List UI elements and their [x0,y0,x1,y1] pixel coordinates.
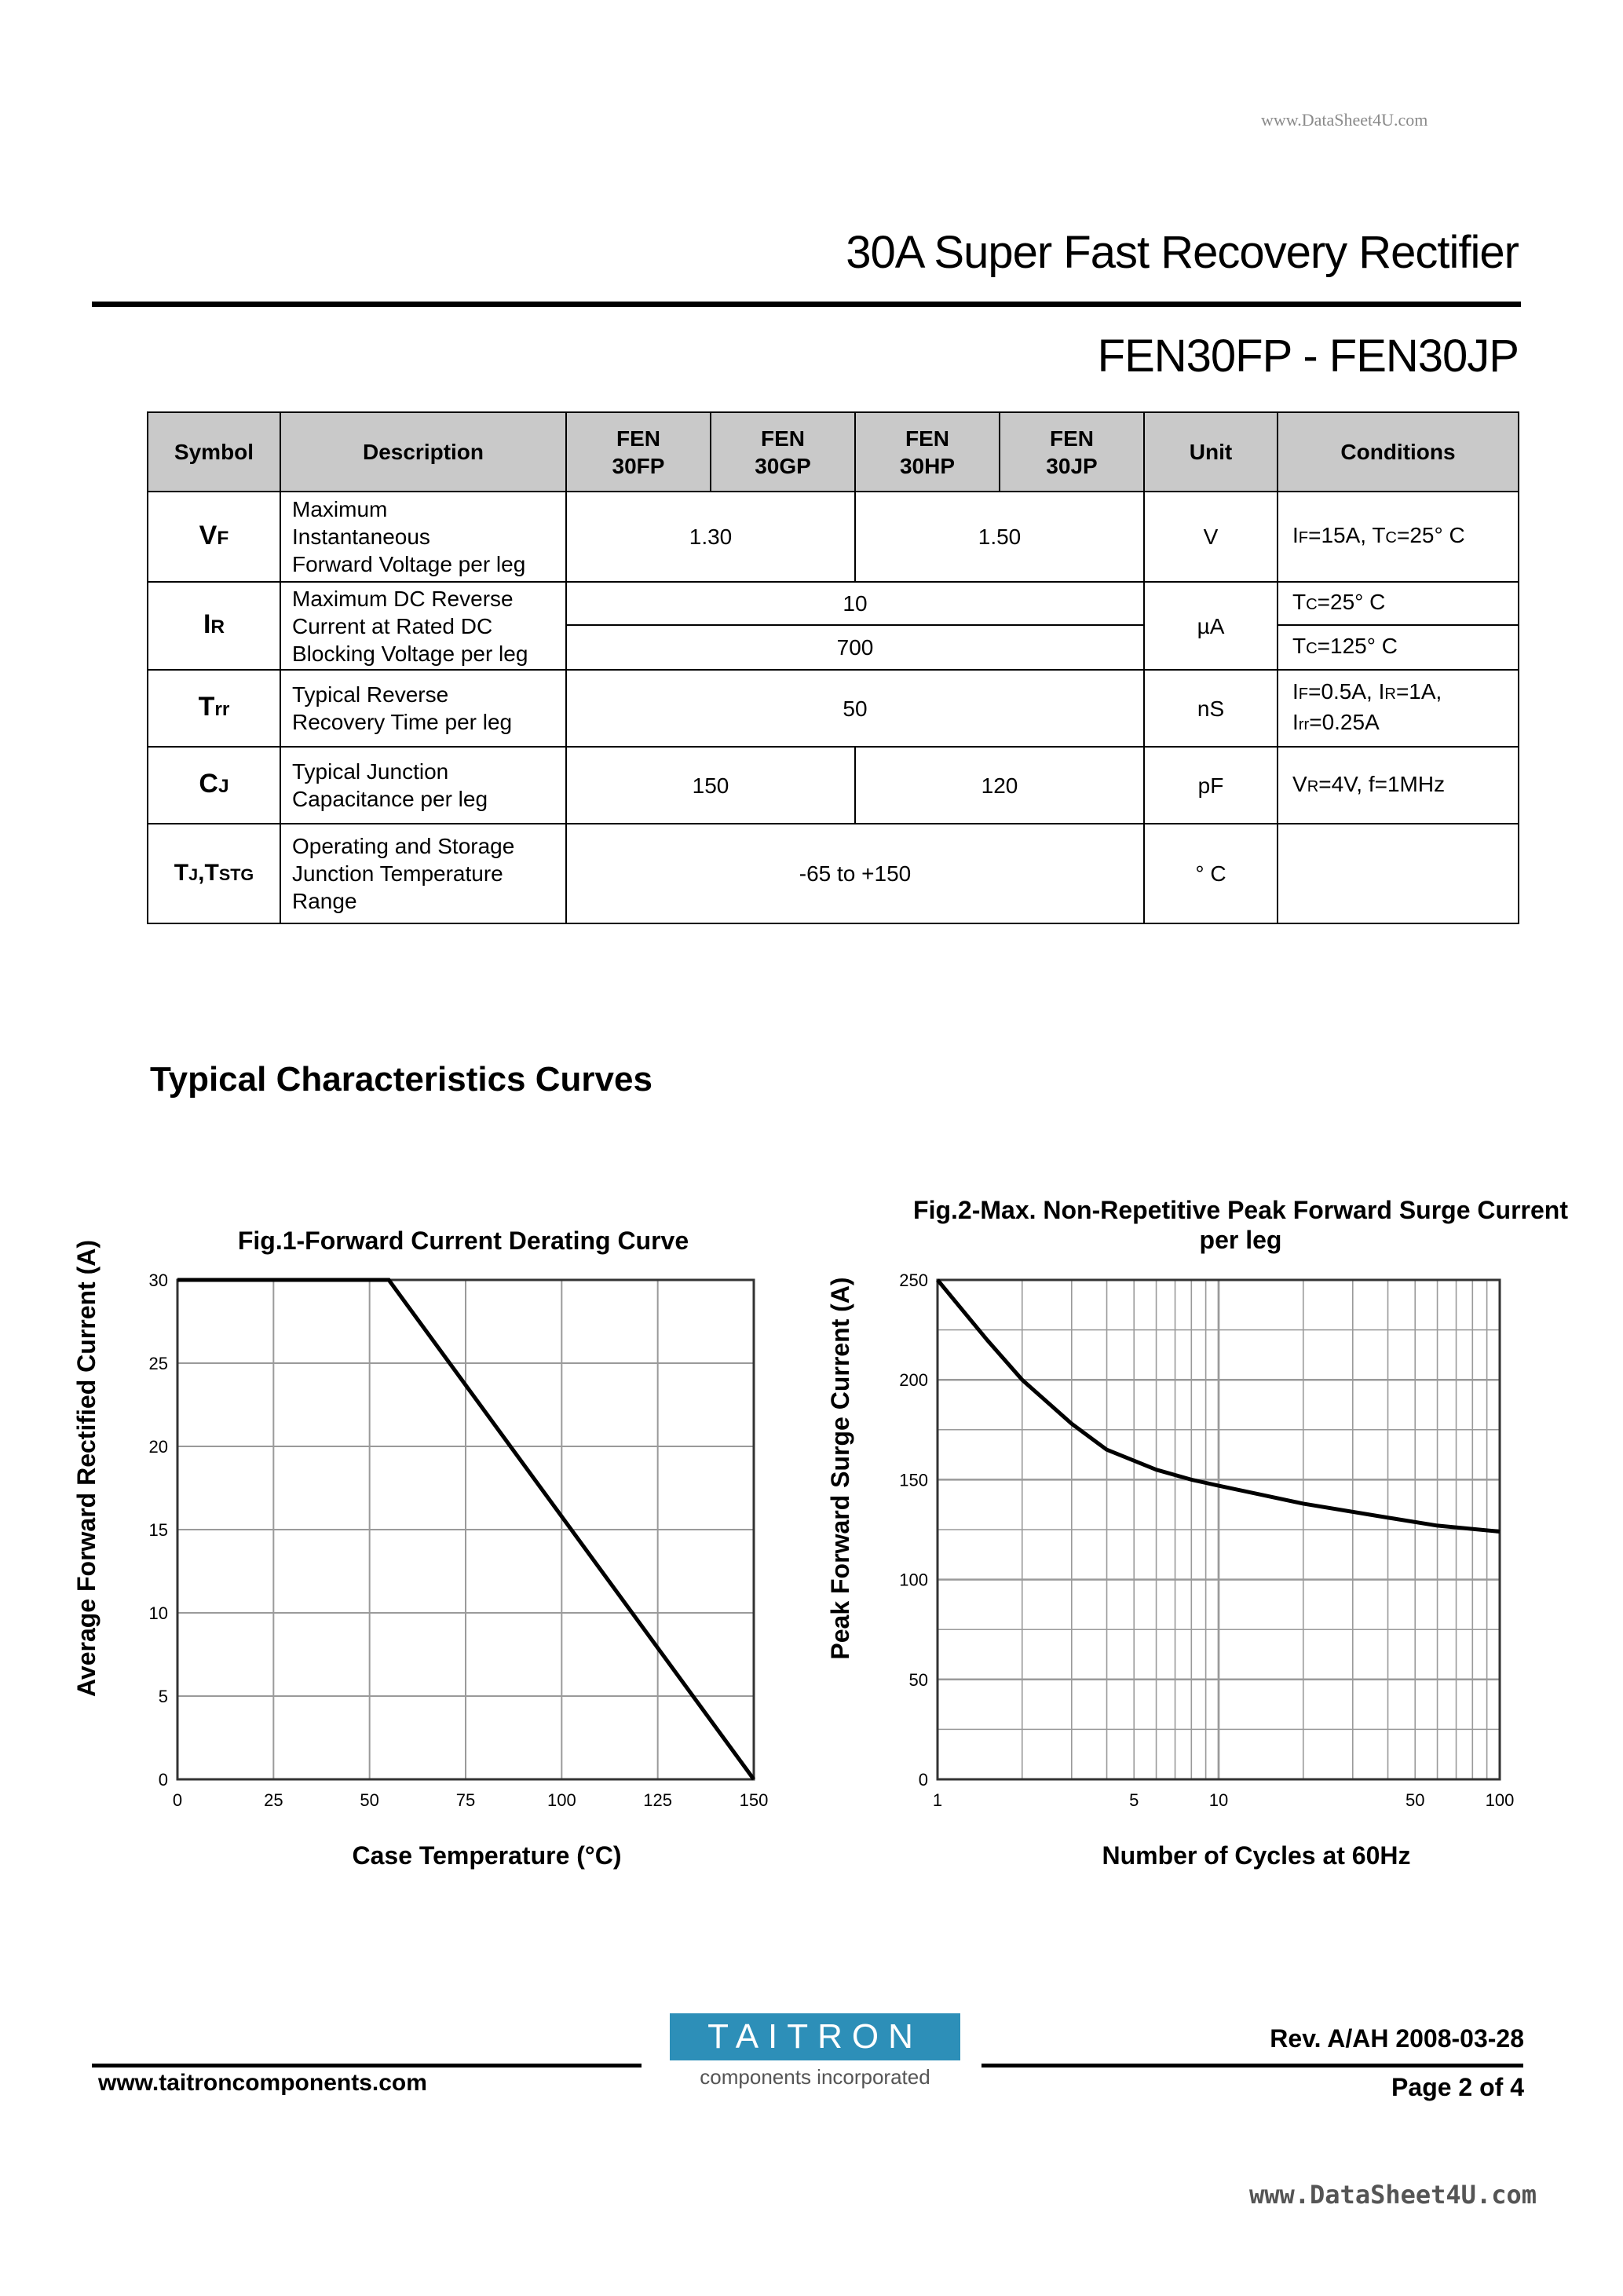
watermark-bottom: www.DataSheet4U.com [1248,2180,1537,2210]
fig2-x-tick-label: 50 [1405,1790,1425,1810]
description-ir: Maximum DC Reverse Current at Rated DC Blocking Voltage per leg [280,582,566,670]
symbol-tj-tstg: TJ,TSTG [148,824,280,923]
fig2-y-tick-label: 100 [899,1570,928,1590]
fig1-y-tick-label: 20 [148,1437,168,1457]
table-row-tj [148,824,1519,923]
fig2-x-tick-label: 5 [1129,1790,1139,1810]
fig2-title: Fig.2-Max. Non-Repetitive Peak Forward Surge Current per leg [913,1196,1568,1254]
fig2-x-tick-label: 100 [1485,1790,1515,1810]
conditions-cj: VR=4V, f=1MHz [1278,747,1519,824]
header-fen30jp: FEN 30JP [1000,412,1144,492]
fig2-chart [895,1256,1555,1837]
fig2-y-tick-label: 0 [918,1770,928,1790]
header-conditions: Conditions [1278,412,1519,492]
taitron-logo: TAITRON [670,2013,960,2060]
fig1-x-tick-label: 50 [360,1790,379,1810]
header-symbol: Symbol [148,412,280,492]
fig2-y-tick-label: 50 [908,1669,928,1690]
value-tj: -65 to +150 [566,824,1144,923]
symbol-cj: CJ [148,747,280,824]
unit-trr: nS [1144,670,1278,747]
website-link[interactable]: www.taitroncomponents.com [98,2070,427,2096]
conditions-tj [1278,824,1519,923]
fig1-y-tick-label: 10 [148,1603,168,1623]
header-description: Description [280,412,566,492]
fig1-x-tick-label: 0 [172,1790,183,1810]
fig2-y-tick-label: 200 [899,1370,928,1391]
title-rule [92,302,1521,307]
spec-table [147,411,1519,924]
conditions-ir-125c: TC=125° C [1278,625,1519,670]
value-cj-fp-gp: 150 [566,747,855,824]
unit-ir: µA [1144,582,1278,670]
fig2-x-tick-label: 1 [932,1790,943,1810]
fig1-x-tick-label: 150 [739,1790,769,1810]
unit-tj: ° C [1144,824,1278,923]
taitron-logo-tagline: components incorporated [700,2065,930,2089]
fig1-y-axis-title: Average Forward Rectified Current (A) [72,1239,101,1698]
header-fen30hp: FEN 30HP [855,412,1000,492]
value-cj-hp-jp: 120 [855,747,1144,824]
fig1-x-tick-label: 75 [455,1790,476,1810]
footer-rule-left [92,2064,642,2067]
footer-rule-right [981,2064,1523,2067]
table-header-row [148,412,1519,492]
symbol-ir: IR [148,582,280,670]
table-row-cj [148,747,1519,824]
table-row-ir-1 [148,582,1519,625]
value-vf-fp-gp: 1.30 [566,492,855,582]
table-row-vf [148,492,1519,582]
header-fen30gp: FEN 30GP [711,412,855,492]
description-cj: Typical Junction Capacitance per leg [280,747,566,824]
fig2-x-tick-label: 10 [1208,1790,1229,1810]
page-number: Page 2 of 4 [1391,2073,1524,2101]
description-trr: Typical Reverse Recovery Time per leg [280,670,566,747]
fig1-x-tick-label: 100 [546,1790,576,1810]
revision-label: Rev. A/AH 2008-03-28 [1270,2024,1524,2053]
fig2-y-axis-title: Peak Forward Surge Current (A) [826,1277,854,1660]
fig1-y-tick-label: 5 [158,1687,168,1706]
fig2-x-axis-title: Number of Cycles at 60Hz [1102,1841,1411,1870]
document-title: 30A Super Fast Recovery Rectifier [846,227,1519,278]
value-ir-125c: 700 [566,625,1144,670]
unit-cj: pF [1144,747,1278,824]
fig2-y-tick-label: 150 [899,1470,928,1490]
table-row-trr [148,670,1519,747]
description-tj: Operating and Storage Junction Temperature Range [280,824,566,923]
watermark-top: www.DataSheet4U.com [1261,110,1428,130]
symbol-vf: VF [148,492,280,582]
value-trr: 50 [566,670,1144,747]
fig1-x-axis-title: Case Temperature (°C) [352,1841,622,1870]
fig1-y-tick-label: 30 [148,1270,168,1290]
part-range: FEN30FP - FEN30JP [1097,331,1519,382]
conditions-trr: IF=0.5A, IR=1A, Irr=0.25A [1278,670,1519,747]
description-vf: Maximum Instantaneous Forward Voltage per leg [280,492,566,582]
fig1-x-tick-label: 25 [264,1790,283,1810]
header-fen30fp: FEN 30FP [566,412,711,492]
conditions-ir-25c: TC=25° C [1278,582,1519,625]
fig1-y-tick-label: 15 [148,1520,168,1540]
conditions-vf: IF=15A, TC=25° C [1278,492,1519,582]
fig1-y-tick-label: 25 [148,1354,168,1373]
fig1-chart [141,1256,785,1837]
value-ir-25c: 10 [566,582,1144,625]
fig1-x-tick-label: 125 [643,1790,673,1810]
fig2-y-tick-label: 250 [899,1270,928,1290]
header-unit: Unit [1144,412,1278,492]
section-title: Typical Characteristics Curves [150,1060,652,1099]
symbol-trr: Trr [148,670,280,747]
unit-vf: V [1144,492,1278,582]
value-vf-hp-jp: 1.50 [855,492,1144,582]
fig1-y-tick-label: 0 [158,1770,168,1790]
fig1-title: Fig.1-Forward Current Derating Curve [237,1227,689,1255]
